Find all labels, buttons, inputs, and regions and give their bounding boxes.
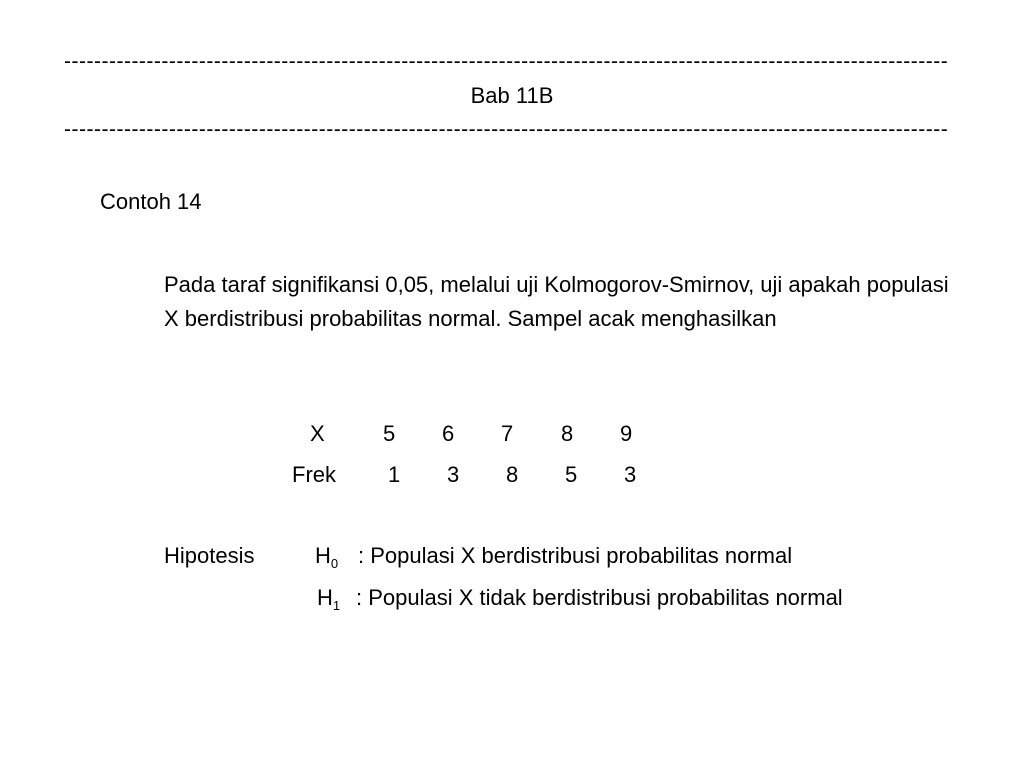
table-freq-value: 3 — [447, 462, 460, 487]
table-freq-value: 1 — [388, 462, 401, 487]
table-x-value: 9 — [620, 421, 633, 446]
h1-subscript: 1 — [332, 598, 341, 613]
h0-subscript: 0 — [330, 556, 339, 571]
table-freq-value: 5 — [565, 462, 578, 487]
table-x-value: 6 — [442, 421, 455, 446]
table-x-value: 8 — [561, 421, 574, 446]
null-hypothesis-text: : Populasi X berdistribusi probabilitas normal — [358, 543, 793, 568]
table-freq-value: 3 — [624, 462, 637, 487]
h0-symbol: H — [315, 543, 331, 568]
table-x-value: 7 — [501, 421, 514, 446]
problem-statement: Pada taraf signifikansi 0,05, melalui uji Kolmogorov-Smirnov, uji apakah populasi X berdistribusi probabilitas normal. Sampel acak menghasilkan — [164, 272, 949, 331]
chapter-title: Bab 11B — [470, 83, 554, 108]
table-freq-label: Frek — [292, 462, 336, 487]
top-dashed-rule: ---------------------------------------------------------------------------------------------------------------------- — [64, 50, 949, 73]
null-hypothesis — [315, 541, 338, 571]
example-heading: Contoh 14 — [100, 189, 202, 214]
alternative-hypothesis-text: : Populasi X tidak berdistribusi probabilitas normal — [356, 585, 843, 610]
table-x-label: X — [310, 421, 325, 446]
hypotheses-label: Hipotesis — [164, 543, 255, 568]
table-freq-value: 8 — [506, 462, 519, 487]
table-x-value: 5 — [383, 421, 396, 446]
h1-symbol: H — [317, 585, 333, 610]
bottom-dashed-rule: ---------------------------------------------------------------------------------------------------------------------- — [64, 118, 949, 141]
alternative-hypothesis — [317, 583, 340, 613]
